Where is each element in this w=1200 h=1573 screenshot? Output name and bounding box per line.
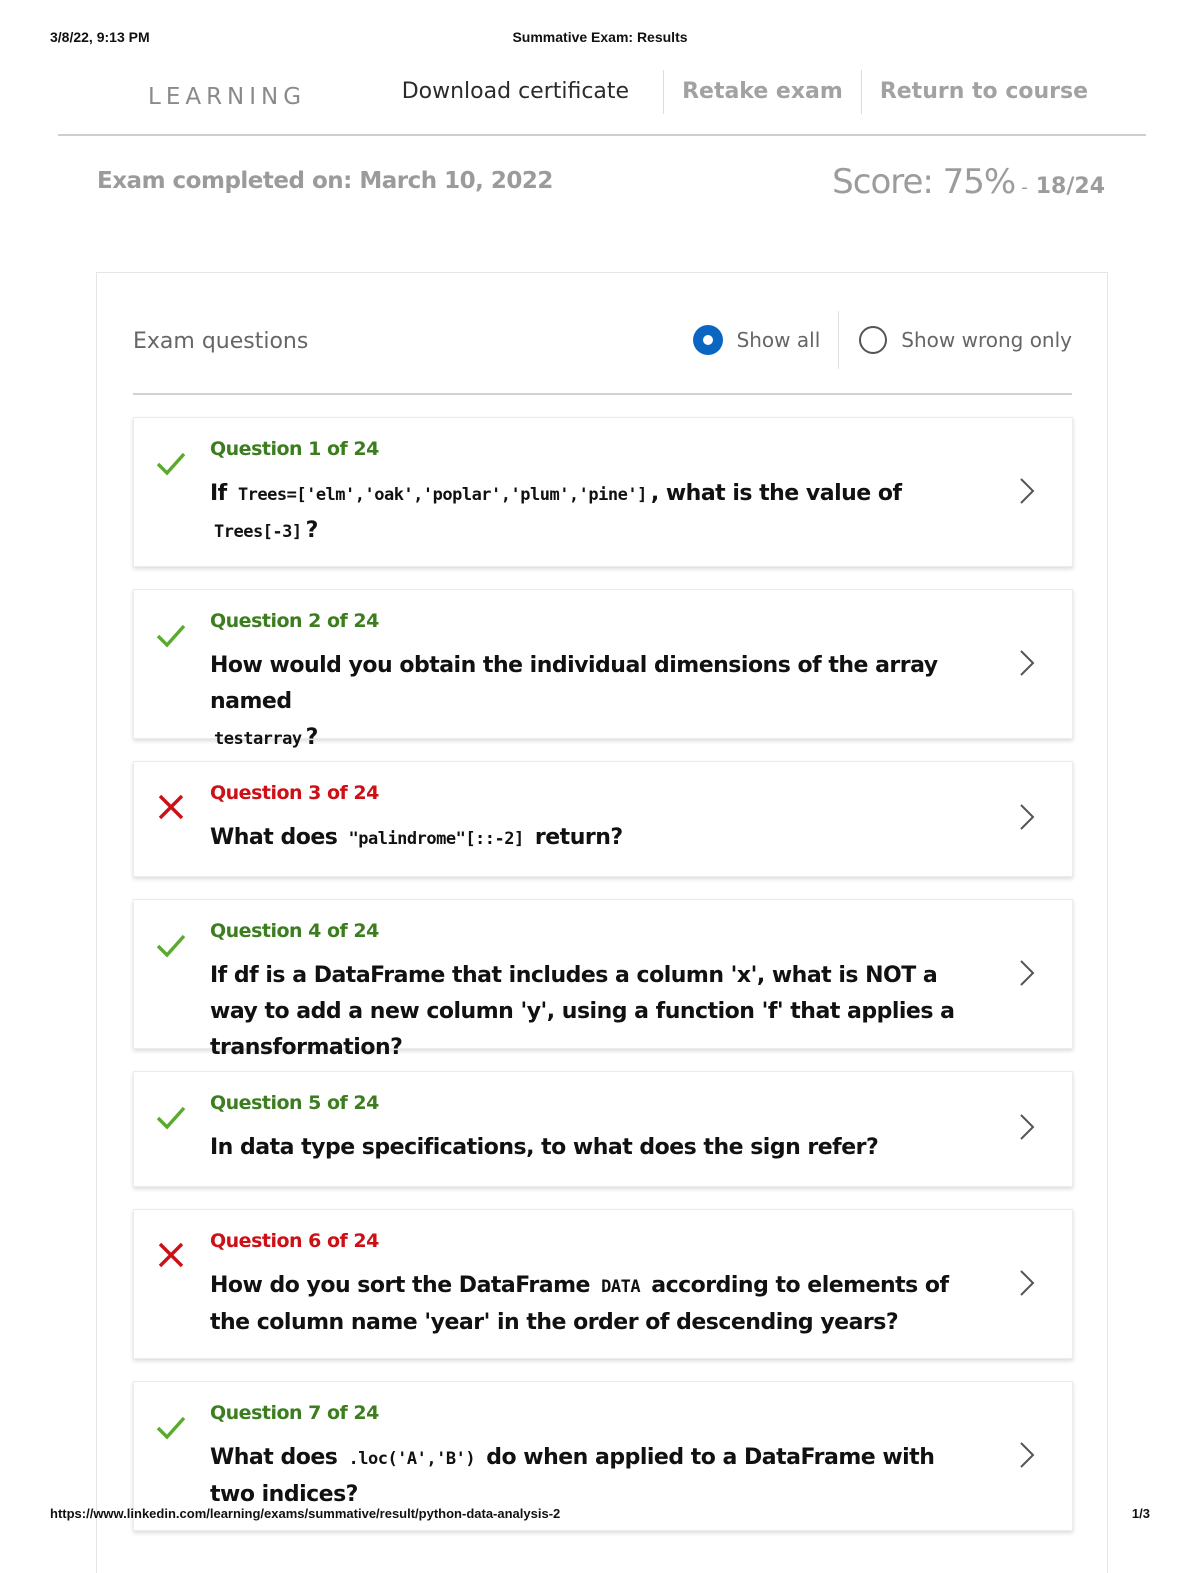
question-filter	[693, 309, 1072, 371]
checkmark-icon	[154, 618, 188, 652]
chevron-right-icon[interactable]	[1018, 958, 1036, 988]
code-snippet: Trees=['elm','oak','poplar','plum','pine']	[237, 485, 647, 505]
show-wrong-only-label: Show wrong only	[901, 328, 1072, 352]
code-snippet: .loc('A','B')	[348, 1449, 476, 1469]
code-snippet: testarray	[214, 729, 302, 749]
radio-unselected-icon	[859, 326, 887, 354]
score-separator: -	[1021, 177, 1028, 198]
question-text: How do you sort the DataFrame DATA according to elements of the column name 'year' in the order of descending years?	[210, 1273, 949, 1335]
return-to-course-button[interactable]: Return to course	[879, 79, 1088, 104]
question-number: Question 1 of 24	[210, 438, 379, 460]
chevron-right-icon[interactable]	[1018, 1268, 1036, 1298]
question-card[interactable]	[133, 899, 1073, 1060]
panel-header	[133, 309, 1072, 395]
show-wrong-only-radio[interactable]	[857, 326, 1072, 354]
panel-title: Exam questions	[133, 329, 309, 354]
question-text: What does .loc('A','B') do when applied to a DataFrame with two indices?	[210, 1445, 935, 1507]
question-text: If Trees=['elm','oak','poplar','plum','pine'] , what is the value of Trees[-3] ?	[210, 481, 902, 543]
question-number: Question 2 of 24	[210, 610, 379, 632]
question-number: Question 3 of 24	[210, 782, 379, 804]
question-number: Question 6 of 24	[210, 1230, 379, 1252]
question-text: What does "palindrome"[::-2] return?	[210, 825, 623, 850]
x-icon	[154, 1238, 188, 1272]
top-navigation	[58, 70, 1146, 136]
print-date: 3/8/22, 9:13 PM	[50, 29, 150, 45]
chevron-right-icon[interactable]	[1018, 648, 1036, 678]
download-certificate-button[interactable]: Download certificate	[401, 79, 630, 104]
show-all-radio[interactable]	[693, 325, 821, 355]
question-card[interactable]	[133, 761, 1073, 877]
chevron-right-icon[interactable]	[1018, 802, 1036, 832]
checkmark-icon	[154, 1100, 188, 1134]
page-url: https://www.linkedin.com/learning/exams/summative/result/python-data-analysis-2	[50, 1506, 561, 1521]
question-text: If df is a DataFrame that includes a column 'x', what is NOT a way to add a new column 'y', using a function 'f' that applies a transformation?	[210, 963, 955, 1060]
x-icon	[154, 790, 188, 824]
filter-divider	[838, 311, 839, 369]
checkmark-icon	[154, 446, 188, 480]
code-snippet: DATA	[601, 1277, 641, 1297]
print-header	[50, 29, 1150, 49]
question-number: Question 7 of 24	[210, 1402, 379, 1424]
chevron-right-icon[interactable]	[1018, 1440, 1036, 1470]
code-snippet: "palindrome"[::-2]	[348, 829, 524, 849]
question-card[interactable]	[133, 1071, 1073, 1187]
question-text: How would you obtain the individual dimensions of the array named testarray ?	[210, 653, 938, 750]
print-footer	[50, 1506, 1150, 1526]
chevron-right-icon[interactable]	[1018, 1112, 1036, 1142]
exam-summary	[97, 162, 1105, 210]
code-snippet: Trees[-3]	[214, 522, 302, 542]
question-card[interactable]	[133, 589, 1073, 750]
question-card[interactable]	[133, 417, 1073, 567]
score-fraction: 18/24	[1035, 174, 1105, 199]
retake-exam-button[interactable]: Retake exam	[682, 79, 843, 104]
question-number: Question 5 of 24	[210, 1092, 379, 1114]
question-text: In data type specifications, to what does the sign refer?	[210, 1135, 879, 1160]
score-percent: Score: 75%	[832, 162, 1016, 202]
print-title: Summative Exam: Results	[512, 29, 688, 45]
question-card[interactable]	[133, 1209, 1073, 1359]
exam-questions-panel	[96, 272, 1108, 1573]
chevron-right-icon[interactable]	[1018, 476, 1036, 506]
learning-logo[interactable]: LEARNING	[148, 84, 307, 110]
question-number: Question 4 of 24	[210, 920, 379, 942]
page-number: 1/3	[1131, 1506, 1150, 1521]
nav-actions	[384, 70, 1106, 114]
checkmark-icon	[154, 1410, 188, 1444]
radio-selected-icon	[693, 325, 723, 355]
completion-date: Exam completed on: March 10, 2022	[97, 168, 553, 194]
score-display	[832, 162, 1105, 202]
checkmark-icon	[154, 928, 188, 962]
show-all-label: Show all	[736, 328, 821, 352]
question-list	[133, 417, 1073, 1553]
